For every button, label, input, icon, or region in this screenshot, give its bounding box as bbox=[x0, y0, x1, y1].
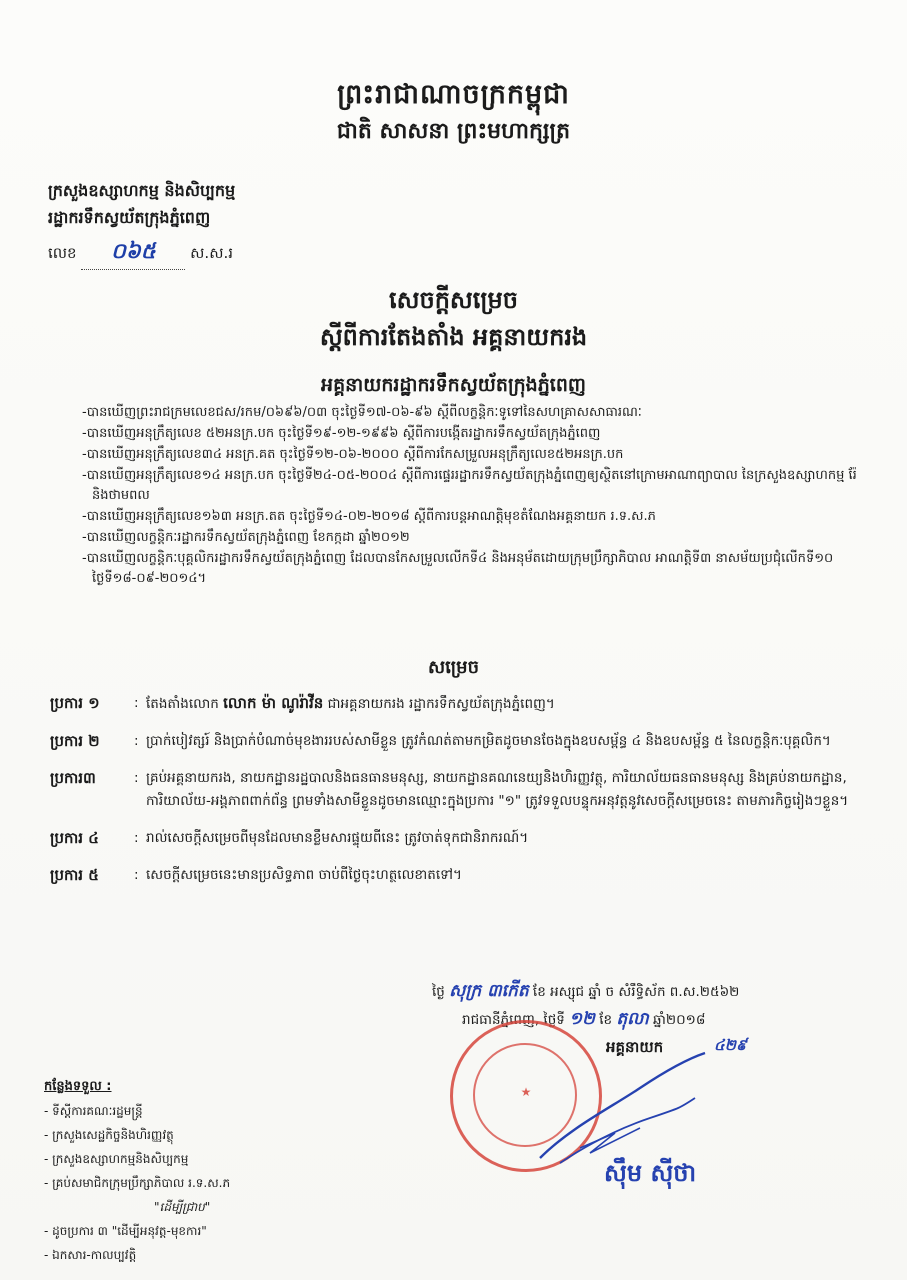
authority-name: រដ្ឋាករទឹកស្វយ័តក្រុងភ្នំពេញ bbox=[48, 208, 211, 227]
lunar-prefix: ថ្ងៃ bbox=[432, 984, 445, 1000]
article-2 bbox=[50, 730, 865, 753]
issuer-heading: អគ្គនាយករដ្ឋាករទឹកស្វយ័តក្រុងភ្នំពេញ bbox=[321, 374, 586, 396]
recipient-item: - ដូចប្រការ ៣ "ដើម្បីអនុវត្ត-មុខការ" bbox=[44, 1224, 207, 1238]
year-label: ឆ្នាំ២០១៨ bbox=[653, 1012, 706, 1028]
recipient-item: - គ្រប់សមាជិកក្រុមប្រឹក្សាភិបាល រ.ទ.ស.ភ bbox=[44, 1176, 231, 1190]
month-handwritten: តុលា bbox=[616, 1009, 649, 1029]
article-colon: : bbox=[134, 695, 139, 711]
considerations-list bbox=[82, 403, 862, 590]
article-colon: : bbox=[134, 733, 139, 749]
lunar-day-handwritten: សុក្រ ៣កើត bbox=[449, 981, 529, 1001]
ministry-name: ក្រសួងឧស្សាហកម្ម និងសិប្បកម្ម bbox=[48, 181, 236, 200]
article-text-before: តែងតាំងលោក bbox=[146, 696, 224, 712]
recipient-item: - ទីស្ដីការគណៈរដ្ឋមន្ត្រី bbox=[44, 1104, 143, 1118]
article-text: សេចក្ដីសម្រេចនេះមានប្រសិទ្ធភាព ចាប់ពីថ្ងៃចុះហត្ថលេខាតទៅ។ bbox=[146, 867, 462, 883]
lunar-suffix: ខែ អស្សុជ ឆ្នាំ ច សំរឹទ្ធិស័ក ព.ស.២៥៦២ bbox=[532, 984, 740, 1000]
signature-icon bbox=[520, 1048, 720, 1168]
article-text: រាល់សេចក្ដីសម្រេចពីមុនដែលមានខ្លឹមសារផ្ទុយពីនេះ ត្រូវចាត់ទុកជានិរាករណ៍។ bbox=[146, 830, 529, 846]
kingdom-heading: ព្រះរាជាណាចក្រកម្ពុជា bbox=[337, 79, 570, 110]
decision-subject: ស្ដីពីការតែងតាំង អគ្គនាយករង bbox=[319, 323, 588, 351]
recipient-note: "ដើម្បីជ្រាប" bbox=[154, 1200, 211, 1214]
article-text bbox=[146, 692, 865, 716]
consideration-item: -បានឃើញលក្ខន្តិកៈរដ្ឋាករទឹកស្វយ័តក្រុងភ្នំពេញ ខែកក្កដា ឆ្នាំ២០១២ bbox=[82, 530, 410, 545]
number-suffix: ស.ស.រ bbox=[190, 244, 234, 262]
day-handwritten: ១២ bbox=[569, 1009, 595, 1029]
article-colon: : bbox=[134, 770, 139, 786]
article-label: ប្រការ ២ bbox=[50, 732, 100, 750]
lunar-date-line bbox=[432, 978, 872, 1006]
articles-list bbox=[50, 692, 865, 901]
article-5 bbox=[50, 864, 865, 887]
national-motto: ជាតិ សាសនា ព្រះមហាក្សត្រ bbox=[336, 119, 571, 144]
article-1 bbox=[50, 692, 865, 716]
article-4 bbox=[50, 827, 865, 850]
signatory-name: ស៊ឹម ស៊ីថា bbox=[604, 1159, 697, 1187]
article-text: ប្រាក់បៀវត្សរ៍ និងប្រាក់បំណាច់មុខងាររបស់សាមីខ្លួន ត្រូវកំណត់តាមកម្រិតដូចមានចែងក្នុងឧបសម្ព័ន្ធ ៤ និងឧបសម្ព័ន្ធ ៥ នៃលក្ខន្តិកៈបុគ្គលិក។ bbox=[146, 733, 831, 749]
place-prefix: រាជធានីភ្នំពេញ, ថ្ងៃទី bbox=[462, 1012, 565, 1028]
decides-heading: សម្រេច bbox=[427, 657, 480, 678]
consideration-item: -បានឃើញអនុក្រឹត្យលេខ ៥២អនក្រ.បក ចុះថ្ងៃទី១៩-១២-១៩៩៦ ស្ដីពីការបង្កើតរដ្ឋាករទឹកស្វយ័តក្រុងភ្នំពេញ bbox=[82, 426, 601, 441]
article-colon: : bbox=[134, 867, 139, 883]
article-label: ប្រការ ៤ bbox=[50, 829, 99, 847]
document-number: ០៦៥ bbox=[81, 238, 185, 270]
seal-star-icon: ★ bbox=[520, 1085, 532, 1099]
decision-title: សេចក្ដីសម្រេច bbox=[388, 286, 519, 314]
number-prefix: លេខ bbox=[48, 244, 77, 262]
consideration-item: -បានឃើញអនុក្រឹត្យលេខ៣៤ អនក្រ.គត ចុះថ្ងៃទី១២-០៦-២០០០ ស្ដីពីការកែសម្រួលអនុក្រឹត្យលេខ៥២អនក្រ.បក bbox=[82, 447, 624, 462]
recipients-title: កន្លែងទទួល : bbox=[44, 1079, 112, 1094]
document-number-line bbox=[48, 238, 233, 270]
recipient-item: - ក្រសួងសេដ្ឋកិច្ចនិងហិរញ្ញវត្ថុ bbox=[44, 1128, 174, 1142]
month-prefix: ខែ bbox=[599, 1012, 613, 1028]
recipient-item: - ក្រសួងឧស្សាហកម្មនិងសិប្បកម្ម bbox=[44, 1152, 189, 1166]
recipient-item: - ឯកសារ-កាលប្បវត្តិ bbox=[44, 1248, 137, 1262]
consideration-item: -បានឃើញព្រះរាជក្រមលេខជស/រកម/០៦៩៦/០៣ ចុះថ្ងៃទី១៧-០៦-៩៦ ស្ដីពីលក្ខន្តិកៈទូទៅនៃសហគ្រាសសាធារណៈ bbox=[82, 405, 642, 420]
article-colon: : bbox=[134, 830, 139, 846]
recipients-list bbox=[44, 1075, 344, 1267]
appointee-name: លោក ម៉ា ណូរ៉ាវីន bbox=[223, 694, 324, 712]
article-label: ប្រការ៣ bbox=[50, 769, 96, 787]
consideration-item: -បានឃើញលក្ខន្តិកៈបុគ្គលិករដ្ឋាករទឹកស្វយ័តក្រុងភ្នំពេញ ដែលបានកែសម្រួលលើកទី៤ និងអនុម័តដោយក្រុមប្រឹក្សាភិបាល អាណត្តិទី៣ នាសម័យប្រជុំលើកទី១០ ថ្ងៃទី១៨-០៩-២០១៤។ bbox=[82, 551, 834, 586]
article-text-after: ជាអគ្គនាយករង រដ្ឋាករទឹកស្វយ័តក្រុងភ្នំពេញ។ bbox=[323, 696, 555, 712]
article-label: ប្រការ ១ bbox=[50, 694, 100, 712]
article-text: គ្រប់អគ្គនាយករង, នាយកដ្ឋានរដ្ឋបាលនិងធនធានមនុស្ស, នាយកដ្ឋានគណនេយ្យនិងហិរញ្ញវត្ថុ, ការិយាល័យធនធានមនុស្ស និងគ្រប់នាយកដ្ឋាន, ការិយាល័យ-អង្គភាពពាក់ព័ន្ធ ព្រមទាំងសាមីខ្លួនដូចមានឈ្មោះក្នុងប្រការ "១" ត្រូវទទួលបន្ទុកអនុវត្តនូវសេចក្ដីសម្រេចនេះ តាមភារកិច្ចរៀងៗខ្លួន។ bbox=[146, 770, 849, 809]
article-label: ប្រការ ៥ bbox=[50, 866, 99, 884]
consideration-item: -បានឃើញអនុក្រឹត្យលេខ១៦៣ អនក្រ.តត ចុះថ្ងៃទី១៤-០២-២០១៨ ស្ដីពីការបន្តអាណត្តិមុខតំណែងអគ្គនាយក រ.ទ.ស.ភ bbox=[82, 509, 656, 524]
article-3 bbox=[50, 767, 865, 813]
signatory-title: អគ្គនាយក bbox=[606, 1038, 664, 1056]
consideration-item: -បានឃើញអនុក្រឹត្យលេខ១៤ អនក្រ.បក ចុះថ្ងៃទី២៤-០៥-២០០៤ ស្ដីពីការផ្ទេររដ្ឋាករទឹកស្វយ័តក្រុងភ្នំពេញឲ្យស្ថិតនៅក្រោមអាណាព្យាបាល នៃក្រសួងឧស្សាហកម្ម រ៉ែ និងថាមពល bbox=[82, 468, 857, 503]
signatory-initials: ៤២៩ bbox=[714, 1036, 747, 1054]
